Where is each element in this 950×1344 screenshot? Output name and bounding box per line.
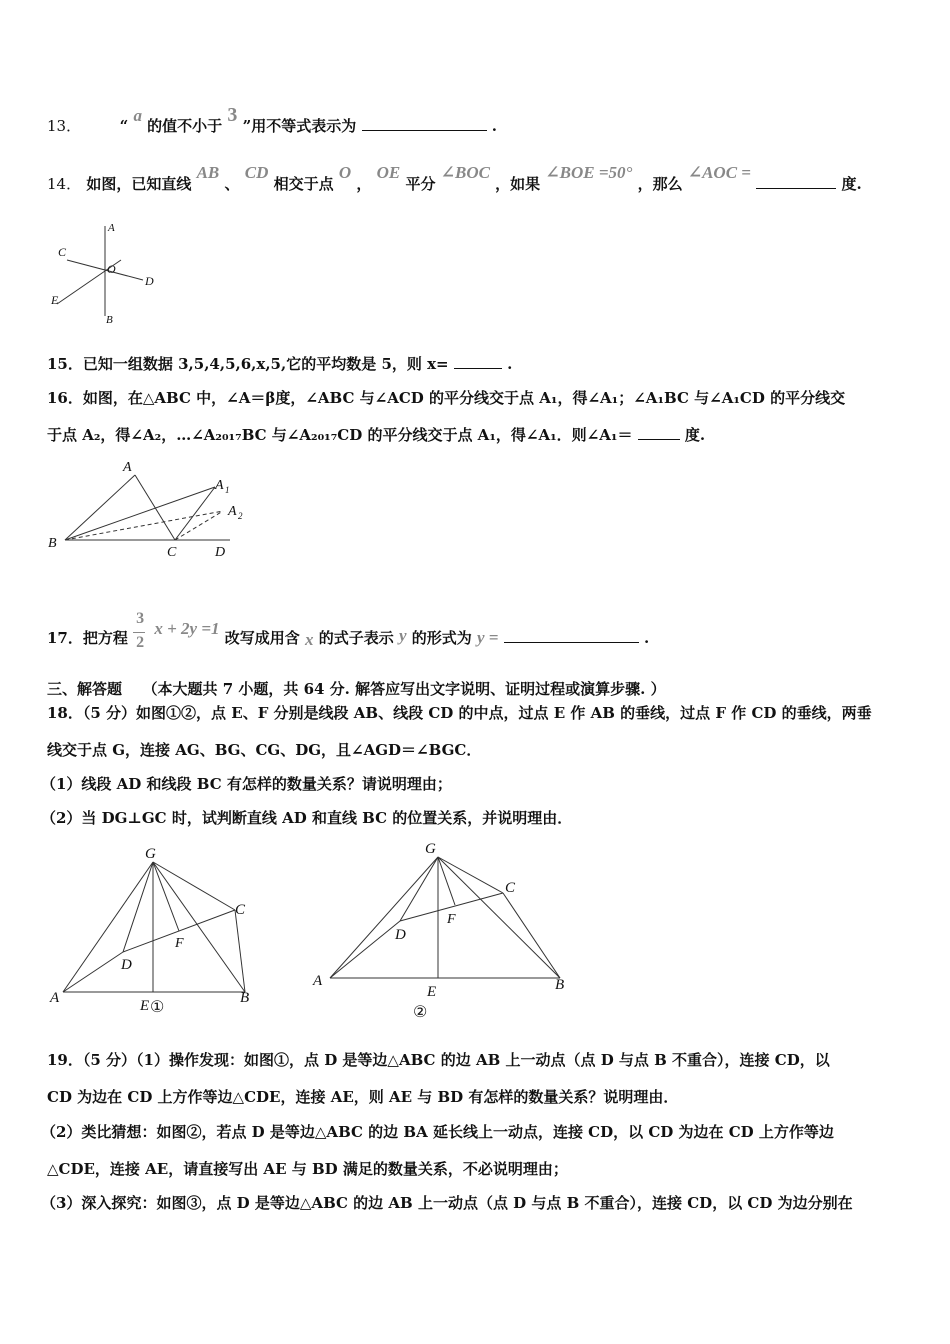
math-boc: ∠BOC [440,163,490,182]
label-D: D [145,274,154,288]
label-C: C [58,245,67,259]
question-17 [47,610,650,659]
question-13 [47,104,497,136]
label-A1-sub: 1 [225,485,230,495]
answer-blank[interactable] [756,174,836,189]
comma: ， [356,175,372,193]
question-19-line2: CD 为边在 CD 上方作等边△CDE，连接 AE，则 AE 与 BD 有怎样的数量关系？说明理由． [47,1088,679,1106]
q15-text: 15．已知一组数据 3,5,4,5,6,x,5,它的平均数是 5，则 x= [47,355,449,373]
unit: 度. [684,426,706,444]
question-19-line1: 19．（5 分）（1）操作发现：如图①，点 D 是等边△ABC 的边 AB 上一动点（点 D 与点 B 不重合），连接 CD，以 [47,1051,830,1069]
math-x: x [305,630,314,649]
q18-figure-1 [45,840,265,1020]
label-B: B [106,314,113,326]
question-18-line2: 线交于点 G，连接 AG、BG、CG、DG，且∠AGD＝∠BGC． [47,741,482,759]
q14-text5: ，那么 [637,175,683,193]
q17-text4: 的形式为 [411,629,472,647]
question-16-line2 [47,425,705,445]
label-B: B [240,990,250,1006]
frac-num: 3 [136,610,145,627]
q17-text3: 的式子表示 [318,629,394,647]
period: . [491,117,497,135]
math-o: O [338,163,352,182]
q14-figure [45,220,175,330]
label-E: E [427,984,437,1000]
math-oe: OE [376,163,401,182]
label-A: A [123,460,132,475]
fraction-3-2 [133,610,149,653]
label-B: B [555,977,565,993]
label-F: F [175,936,184,951]
q16-text: 于点 A₂，得∠A₂，…∠A₂₀₁₇BC 与∠A₂₀₁₇CD 的平分线交于点 A₁，得∠A₁．则∠A₁＝ [47,426,633,444]
label-A2-sub: 2 [238,511,243,521]
label-A2: A [228,504,237,519]
answer-blank[interactable] [454,354,502,369]
label-O: O [107,262,116,276]
math-cd: CD [244,163,269,182]
math-boe: ∠BOE =50° [545,163,633,182]
label-C: C [235,902,246,918]
label-F: F [447,912,456,927]
quote-open: “ [119,117,129,135]
question-19-line5: （3）深入探究：如图③，点 D 是等边△ABC 的边 AB 上一动点（点 D 与点 B 不重合），连接 CD，以 CD 为边分别在 [41,1194,853,1212]
section-heading [47,679,666,699]
question-number: 14． [47,175,82,193]
math-y: y [398,626,407,645]
sep: 、 [224,175,240,193]
period: . [507,355,513,373]
question-16-line1: 16．如图，在△ABC 中，∠A＝β度，∠ABC 与∠ACD 的平分线交于点 A₁，得∠A₁；∠A₁BC 与∠A₁CD 的平分线交 [47,389,846,407]
section-title: 三、解答题 [47,680,123,698]
label-A1: A [215,478,224,493]
math-3: 3 [227,104,238,126]
frac-den: 2 [136,634,145,651]
question-14 [47,163,862,194]
label-G: G [425,841,436,857]
label-A: A [108,222,115,234]
answer-blank[interactable] [638,425,680,440]
label-C: C [505,880,516,896]
question-number: 13． [47,117,82,135]
unit: 度. [841,175,862,193]
question-19-line3: （2）类比猜想：如图②，若点 D 是等边△ABC 的边 BA 延长线上一动点，连接 CD，以 CD 为边在 CD 上方作等边 [41,1123,834,1141]
q14-text2: 相交于点 [273,175,334,193]
label-C: C [167,545,177,560]
figure-tag: ① [150,999,165,1016]
q14-text3: 平分 [405,175,436,193]
q16-figure [45,455,255,565]
section-note: （本大题共 7 小题，共 64 分. 解答应写出文字说明、证明过程或演算步骤. ） [142,680,666,698]
figure-tag: ② [413,1004,428,1021]
math-yeq: y = [477,628,499,647]
label-E: E [51,293,59,307]
question-15 [47,354,512,374]
label-A: A [313,973,323,989]
question-18-line1: 18．（5 分）如图①②，点 E、F 分别是线段 AB、线段 CD 的中点，过点 E 作 AB 的垂线，过点 F 作 CD 的垂线，两垂 [47,704,872,722]
label-D: D [215,545,226,560]
math-a: a [133,106,142,125]
q17-text: 17．把方程 [47,629,128,647]
question-18-part1: （1）线段 AD 和线段 BC 有怎样的数量关系？请说明理由； [41,775,452,793]
q14-text4: ，如果 [495,175,541,193]
q13-text2: ”用不等式表示为 [242,117,357,135]
label-E: E [140,998,150,1014]
period: . [643,629,650,647]
q17-text2: 改写成用含 [224,629,300,647]
label-B: B [48,536,57,551]
math-eq: x + 2y =1 [154,619,220,638]
label-G: G [145,846,156,862]
label-D: D [395,927,406,943]
math-aoc: ∠AOC = [687,163,751,182]
label-A: A [50,990,60,1006]
q13-text: 的值不小于 [147,117,223,135]
question-19-line4: △CDE，连接 AE，请直接写出 AE 与 BD 满足的数量关系，不必说明理由； [47,1160,568,1178]
question-18-part2: （2）当 DG⊥GC 时，试判断直线 AD 和直线 BC 的位置关系，并说明理由． [41,809,573,827]
answer-blank[interactable] [362,116,487,131]
q14-text: 如图，已知直线 [86,175,192,193]
answer-blank[interactable] [504,628,639,643]
q18-figure-2 [305,835,585,1020]
math-ab: AB [196,163,220,182]
label-D: D [121,957,132,973]
